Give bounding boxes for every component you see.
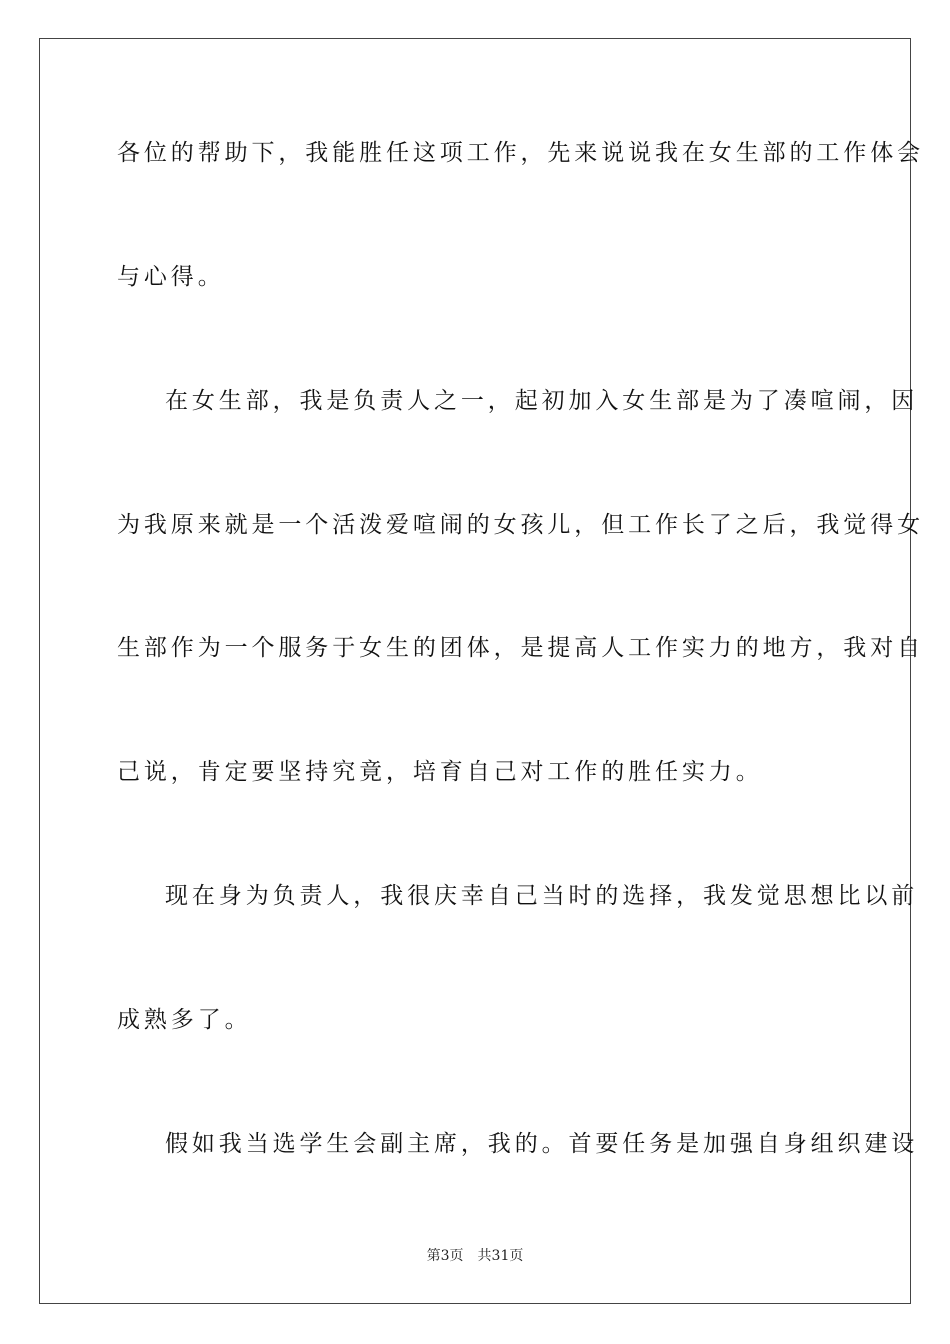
page-number: 第3页 — [426, 1248, 464, 1264]
text-line-5: 生部作为一个服务于女生的团体，是提高人工作实力的地方，我对自 — [117, 635, 924, 661]
text-line-7: 现在身为负责人，我很庆幸自己当时的选择，我发觉思想比以前 — [165, 883, 919, 909]
text-line-3: 在女生部，我是负责人之一，起初加入女生部是为了凑喧闹，因 — [165, 388, 919, 414]
page-footer — [0, 1247, 950, 1265]
text-line-6: 己说，肯定要坚持究竟，培育自己对工作的胜任实力。 — [117, 759, 763, 785]
page-border — [39, 38, 911, 1304]
text-line-2: 与心得。 — [117, 264, 225, 290]
text-line-9: 假如我当选学生会副主席，我的。首要任务是加强自身组织建设 — [165, 1131, 919, 1157]
text-line-4: 为我原来就是一个活泼爱喧闹的女孩儿，但工作长了之后，我觉得女 — [117, 512, 924, 538]
page-total: 共31页 — [477, 1248, 524, 1264]
text-line-8: 成熟多了。 — [117, 1007, 252, 1033]
text-line-1: 各位的帮助下，我能胜任这项工作，先来说说我在女生部的工作体会 — [117, 140, 924, 166]
